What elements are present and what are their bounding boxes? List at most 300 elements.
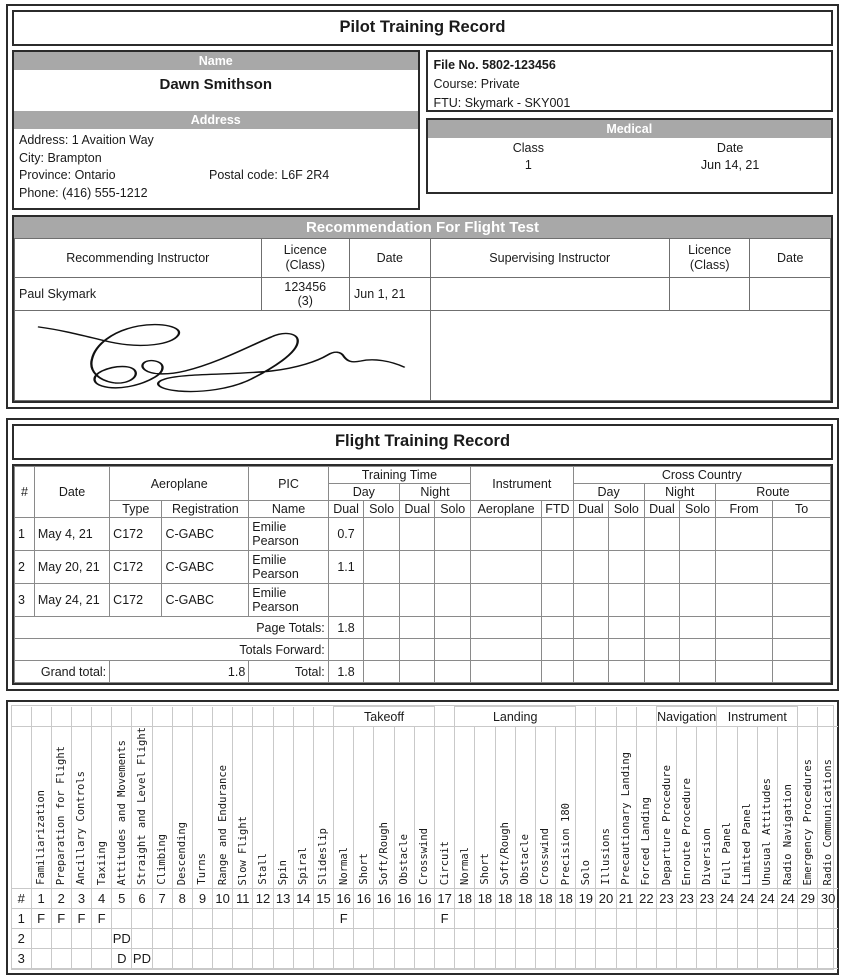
ftr-header-row-3: [15, 501, 831, 518]
exercise-cell: [697, 949, 717, 969]
name-section-header: Name: [14, 52, 418, 70]
exercise-column-number: 21: [616, 889, 636, 909]
col-route-from: From: [715, 501, 773, 518]
exercise-cell: [515, 909, 535, 929]
exercise-column-label: Taxiing: [95, 840, 108, 886]
exercise-cell: [313, 949, 333, 969]
row-cc-night-solo: [680, 584, 716, 617]
col-cc-day: Day: [573, 484, 644, 501]
exercise-column-header: [697, 727, 717, 889]
exercise-cell: [455, 909, 475, 929]
row-cc-day-dual: [573, 518, 609, 551]
exercise-cell: [394, 909, 414, 929]
exercise-cell: [777, 909, 797, 929]
col-date: Date: [34, 467, 109, 518]
exercise-cell: [374, 949, 394, 969]
row-to: [773, 518, 831, 551]
exercise-cell: [576, 909, 596, 929]
exercise-group-corner: [12, 707, 31, 727]
exercise-column-number: 16: [334, 889, 354, 909]
exercise-column-label: Circuit: [438, 840, 451, 886]
file-number: File No. 5802-123456: [433, 58, 556, 72]
exercise-column-label: Slideslip: [317, 828, 330, 886]
exercise-cell: [515, 929, 535, 949]
exercises-table-wrap: [11, 705, 834, 970]
row-from: [715, 551, 773, 584]
exercise-column-header: [515, 727, 535, 889]
exercise-cell: [777, 949, 797, 969]
exercise-column-number: 15: [313, 889, 333, 909]
totals-forward-row: [15, 639, 831, 661]
row-to: [773, 551, 831, 584]
exercise-cell: [192, 929, 212, 949]
exercise-cell: [233, 909, 253, 929]
ftu-name: FTU: Skymark - SKY001: [433, 96, 571, 110]
col-tt-day: Day: [328, 484, 399, 501]
exercise-cell: [798, 909, 818, 929]
row-pic: Emilie Pearson: [249, 584, 328, 617]
row-tt-day-solo: [364, 584, 400, 617]
exercise-column-header: [253, 727, 273, 889]
exercise-cell: F: [92, 909, 112, 929]
exercise-column-header: [636, 727, 656, 889]
address-province: Province: Ontario: [19, 168, 116, 182]
exercise-cell: [31, 949, 51, 969]
exercise-column-label: Solo: [579, 859, 592, 886]
exercise-cell: [455, 929, 475, 949]
exercise-column-header: [92, 727, 112, 889]
table-row: [15, 584, 831, 617]
ftr-header-row-1: [15, 467, 831, 484]
exercise-cell: [697, 909, 717, 929]
exercise-label-row: [12, 727, 838, 889]
personal-details-column: [12, 50, 420, 210]
recommendation-table: [14, 238, 831, 401]
exercise-column-number: 3: [71, 889, 91, 909]
exercise-cell: [132, 929, 152, 949]
exercise-column-header: [31, 727, 51, 889]
page-title: Pilot Training Record: [12, 10, 833, 46]
exercise-group-takeoff: Takeoff: [334, 707, 435, 727]
col-tt-day-dual: Dual: [328, 501, 364, 518]
exercise-cell: [253, 949, 273, 969]
row-cc-night-dual: [644, 584, 680, 617]
grand-total-label: Grand total:: [15, 661, 110, 683]
col-pic: PIC: [249, 467, 328, 501]
exercise-column-label: Range and Endurance: [216, 764, 229, 886]
exercise-group-blank: [192, 707, 212, 727]
exercise-cell: [253, 909, 273, 929]
recommendation-header-row: [15, 239, 831, 278]
exercise-cell: [354, 929, 374, 949]
exercise-column-number: 16: [394, 889, 414, 909]
exercise-column-header: [71, 727, 91, 889]
exercise-column-number: 16: [414, 889, 434, 909]
exercise-column-number: 13: [273, 889, 293, 909]
row-cc-night-dual: [644, 551, 680, 584]
exercise-column-header: [152, 727, 172, 889]
recommendation-section: [12, 215, 833, 403]
exercise-cell: [394, 949, 414, 969]
col-tt-night-solo: Solo: [435, 501, 471, 518]
exercise-column-header: [737, 727, 757, 889]
exercise-cell: F: [435, 909, 455, 929]
row-inst-aeroplane: [471, 518, 542, 551]
exercise-row-index: 2: [12, 929, 31, 949]
exercise-cell: [757, 949, 777, 969]
row-cc-day-dual: [573, 584, 609, 617]
exercise-cell: [213, 949, 233, 969]
medical-class-value: 1: [524, 158, 532, 172]
medical-box: [426, 118, 834, 194]
exercise-column-number: 20: [596, 889, 616, 909]
exercise-cell: [334, 929, 354, 949]
exercise-column-number: 18: [535, 889, 555, 909]
col-inst-ftd: FTD: [542, 501, 573, 518]
col-index: #: [15, 467, 35, 518]
exercise-column-header: [656, 727, 676, 889]
exercise-group-blank: [112, 707, 132, 727]
row-inst-aeroplane: [471, 584, 542, 617]
medical-date-label: Date: [716, 141, 744, 155]
ftr-body: [15, 518, 831, 617]
exercise-cell: [576, 949, 596, 969]
medical-class-label: Class: [512, 141, 544, 155]
exercise-row-index: 3: [12, 949, 31, 969]
exercise-cell: PD: [132, 949, 152, 969]
total-label: Total:: [249, 661, 328, 683]
exercise-cell: [414, 909, 434, 929]
exercise-column-label: Slow Flight: [236, 815, 249, 886]
exercise-column-number: 19: [576, 889, 596, 909]
row-type: C172: [110, 518, 162, 551]
exercise-column-header: [394, 727, 414, 889]
exercise-cell: [737, 949, 757, 969]
exercise-cell: [535, 909, 555, 929]
exercise-cell: [717, 929, 737, 949]
exercise-cell: F: [31, 909, 51, 929]
exercise-group-blank: [172, 707, 192, 727]
page-totals-value: 1.8: [328, 617, 364, 639]
row-tt-night-dual: [399, 551, 435, 584]
exercise-cell: [354, 909, 374, 929]
col-pic-name: Name: [249, 501, 328, 518]
exercise-cell: [737, 929, 757, 949]
exercise-cell: [293, 909, 313, 929]
address-street: Address: 1 Avaition Way: [19, 133, 154, 147]
exercise-number-row: [12, 889, 838, 909]
exercise-cell: [818, 909, 838, 929]
exercise-column-number: 4: [92, 889, 112, 909]
col-route-to: To: [773, 501, 831, 518]
exercise-column-number: 23: [656, 889, 676, 909]
exercise-column-number: 24: [737, 889, 757, 909]
cell-date-1: Jun 1, 21: [350, 278, 430, 311]
exercise-cell: [293, 949, 313, 969]
col-date-2: Date: [750, 239, 831, 278]
exercise-column-label: Radio Communications: [822, 758, 835, 886]
col-inst-aeroplane: Aeroplane: [471, 501, 542, 518]
exercise-column-header: [334, 727, 354, 889]
exercise-column-header: [495, 727, 515, 889]
pilot-name-value: Dawn Smithson: [159, 76, 272, 93]
exercise-column-header: [576, 727, 596, 889]
exercise-column-header: [475, 727, 495, 889]
exercise-column-header: [596, 727, 616, 889]
exercise-cell: [152, 909, 172, 929]
exercise-column-header: [535, 727, 555, 889]
exercise-cell: [818, 949, 838, 969]
exercise-column-number: 24: [717, 889, 737, 909]
exercise-group-blank: [31, 707, 51, 727]
exercise-row: [12, 929, 838, 949]
col-route: Route: [715, 484, 830, 501]
exercise-cell: [414, 949, 434, 969]
col-cc-day-dual: Dual: [573, 501, 609, 518]
exercise-column-header: [818, 727, 838, 889]
exercise-group-instrument: Instrument: [717, 707, 798, 727]
exercise-cell: [51, 929, 71, 949]
row-registration: C-GABC: [162, 551, 249, 584]
col-cc-night-dual: Dual: [644, 501, 680, 518]
exercise-group-blank: [293, 707, 313, 727]
exercise-cell: [92, 949, 112, 969]
exercise-column-label: Obstacle: [519, 834, 532, 886]
exercise-cell: [112, 909, 132, 929]
row-from: [715, 518, 773, 551]
exercise-cell: F: [51, 909, 71, 929]
row-registration: C-GABC: [162, 584, 249, 617]
signature-cell-supervising: [430, 311, 830, 401]
exercise-cell: [172, 949, 192, 969]
exercise-group-blank: [132, 707, 152, 727]
exercise-cell: [92, 929, 112, 949]
exercise-column-header: [798, 727, 818, 889]
exercise-cell: [435, 929, 455, 949]
exercise-column-number: 24: [757, 889, 777, 909]
exercise-cell: [677, 949, 697, 969]
exercise-column-number: 16: [374, 889, 394, 909]
exercise-column-header: [192, 727, 212, 889]
exercise-row-index: 1: [12, 909, 31, 929]
exercise-cell: [596, 949, 616, 969]
cell-supervising-instructor: [430, 278, 669, 311]
exercise-cell: [414, 929, 434, 949]
exercise-column-label: Preparation for Flight: [55, 745, 68, 886]
flight-training-record-table-wrap: [12, 464, 833, 685]
exercise-column-number: 5: [112, 889, 132, 909]
exercise-cell: [354, 949, 374, 969]
pilot-record-panel: [6, 4, 839, 409]
medical-grid: [428, 138, 832, 172]
table-row: [15, 518, 831, 551]
cell-sup-date: [750, 278, 831, 311]
exercise-cell: [535, 929, 555, 949]
exercise-column-label: Spiral: [297, 847, 310, 886]
exercise-cell: [172, 909, 192, 929]
exercise-cell: [697, 929, 717, 949]
exercise-cell: [757, 909, 777, 929]
exercise-column-header: [51, 727, 71, 889]
row-pic: Emilie Pearson: [249, 518, 328, 551]
exercise-column-header: [354, 727, 374, 889]
exercise-cell: [273, 949, 293, 969]
exercise-column-label: Straight and Level Flight: [135, 727, 148, 886]
row-cc-day-solo: [609, 518, 645, 551]
licence-class-label-1: (Class): [285, 258, 326, 272]
exercise-group-blank: [71, 707, 91, 727]
exercise-cell: [152, 929, 172, 949]
exercise-column-label: Crosswind: [539, 828, 552, 886]
exercise-column-label: Soft/Rough: [499, 821, 512, 886]
row-cc-day-solo: [609, 584, 645, 617]
exercise-row: [12, 949, 838, 969]
address-lines: [14, 129, 418, 208]
exercise-cell: [656, 909, 676, 929]
exercise-column-header: [313, 727, 333, 889]
exercise-cell: [717, 949, 737, 969]
exercise-column-label: Forced Landing: [640, 796, 653, 886]
exercise-cell: [293, 929, 313, 949]
exercise-column-number: 18: [495, 889, 515, 909]
licence-class-value: (3): [297, 294, 313, 308]
exercise-cell: F: [334, 909, 354, 929]
course-name: Course: Private: [433, 77, 520, 91]
exercise-column-header: [233, 727, 253, 889]
row-index: 2: [15, 551, 35, 584]
exercise-cell: [313, 909, 333, 929]
exercise-label-corner: [12, 727, 31, 889]
row-tt-night-solo: [435, 551, 471, 584]
exercise-column-number: 16: [354, 889, 374, 909]
exercise-column-header: [757, 727, 777, 889]
exercise-column-label: Emergency Procedures: [801, 758, 814, 886]
exercise-cell: [576, 929, 596, 949]
exercise-column-label: Spin: [277, 859, 290, 886]
exercise-column-header: [414, 727, 434, 889]
exercise-group-blank: [253, 707, 273, 727]
col-cross-country: Cross Country: [573, 467, 830, 484]
exercise-body: [12, 909, 838, 969]
exercise-column-header: [112, 727, 132, 889]
exercise-cell: [556, 909, 576, 929]
row-date: May 4, 21: [34, 518, 109, 551]
exercise-column-label: Precautionary Landing: [620, 752, 633, 886]
exercise-column-number: 11: [233, 889, 253, 909]
address-phone: Phone: (416) 555-1212: [19, 185, 148, 200]
exercise-column-label: Unusual Attitudes: [761, 777, 774, 886]
page-totals-label: Page Totals:: [15, 617, 329, 639]
row-tt-night-solo: [435, 518, 471, 551]
row-cc-night-solo: [680, 551, 716, 584]
exercise-group-blank: [435, 707, 455, 727]
exercise-cell: [798, 929, 818, 949]
exercise-cell: [475, 909, 495, 929]
col-supervising-instructor: Supervising Instructor: [430, 239, 669, 278]
row-cc-night-dual: [644, 518, 680, 551]
exercise-column-label: Enroute Procedure: [680, 777, 693, 886]
col-licence-class-1: [261, 239, 350, 278]
exercise-cell: [273, 929, 293, 949]
exercises-panel: [6, 700, 839, 975]
col-registration: Registration: [162, 501, 249, 518]
exercise-cell: D: [112, 949, 132, 969]
exercise-cell: [636, 949, 656, 969]
col-instrument: Instrument: [471, 467, 574, 501]
signature-cell-recommending: [15, 311, 431, 401]
row-type: C172: [110, 584, 162, 617]
exercise-column-label: Descending: [176, 821, 189, 886]
exercise-column-number: 7: [152, 889, 172, 909]
exercise-group-blank: [152, 707, 172, 727]
exercise-cell: [636, 929, 656, 949]
row-pic: Emilie Pearson: [249, 551, 328, 584]
exercise-cell: [192, 909, 212, 929]
exercise-column-number: 10: [213, 889, 233, 909]
exercise-column-number: 18: [515, 889, 535, 909]
grand-total-value: 1.8: [110, 661, 249, 683]
exercise-column-header: [273, 727, 293, 889]
exercise-column-header: [717, 727, 737, 889]
exercise-column-number: 24: [777, 889, 797, 909]
exercise-cell: F: [71, 909, 91, 929]
row-tt-day-dual: 1.1: [328, 551, 364, 584]
exercise-cell: [616, 909, 636, 929]
row-inst-ftd: [542, 584, 573, 617]
exercise-cell: [556, 949, 576, 969]
row-index: 3: [15, 584, 35, 617]
exercise-column-label: Diversion: [700, 828, 713, 886]
flight-training-record-panel: [6, 418, 839, 691]
col-cc-night-solo: Solo: [680, 501, 716, 518]
cell-sup-licence: [669, 278, 749, 311]
exercise-column-number: 29: [798, 889, 818, 909]
exercise-column-label: Soft/Rough: [378, 821, 390, 886]
exercise-cell: [777, 929, 797, 949]
exercise-cell: [172, 929, 192, 949]
grand-total-row: [15, 661, 831, 683]
totals-forward-value: [328, 639, 364, 661]
row-type: C172: [110, 551, 162, 584]
exercise-column-header: [374, 727, 394, 889]
row-tt-night-dual: [399, 518, 435, 551]
exercise-group-blank: [233, 707, 253, 727]
exercise-cell: [435, 949, 455, 969]
exercise-row-header: #: [12, 889, 31, 909]
exercise-cell: [596, 929, 616, 949]
exercise-cell: [737, 909, 757, 929]
exercise-column-number: 2: [51, 889, 71, 909]
exercise-column-label: Turns: [196, 853, 209, 886]
exercise-cell: [374, 929, 394, 949]
col-training-time: Training Time: [328, 467, 470, 484]
exercise-column-label: Radio Navigation: [781, 783, 794, 886]
total-value: 1.8: [328, 661, 364, 683]
exercise-column-number: 14: [293, 889, 313, 909]
exercise-column-number: 1: [31, 889, 51, 909]
file-medical-column: [426, 50, 834, 194]
exercise-cell: [475, 929, 495, 949]
row-to: [773, 584, 831, 617]
exercise-column-label: Crosswind: [418, 828, 431, 886]
col-tt-day-solo: Solo: [364, 501, 400, 518]
exercise-cell: [213, 909, 233, 929]
row-tt-day-solo: [364, 518, 400, 551]
exercise-group-blank: [213, 707, 233, 727]
exercise-cell: [273, 909, 293, 929]
exercise-column-label: Precision 180: [559, 802, 572, 886]
exercise-column-label: Normal: [458, 847, 471, 886]
